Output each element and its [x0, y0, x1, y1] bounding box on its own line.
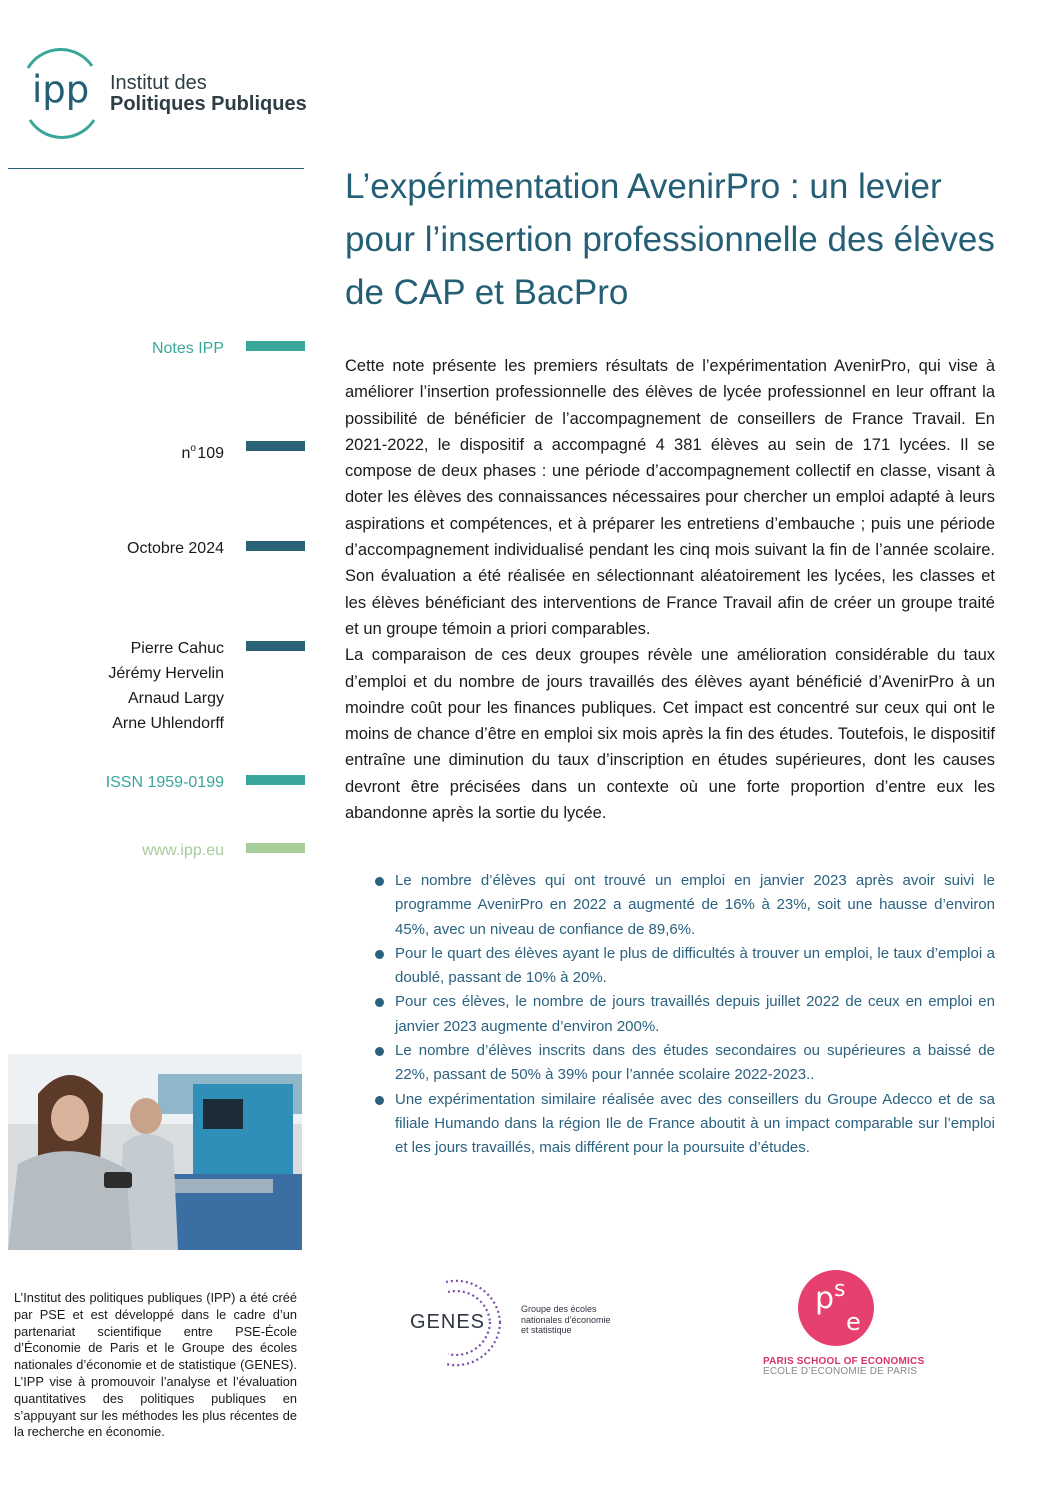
bullet-icon [375, 877, 384, 886]
finding-item: Le nombre d’élèves qui ont trouvé un emploi en janvier 2023 après avoir suivi le programme AvenirPro en 2022 a augmenté de 16% à 23%, soit une hausse d’environ 45%, avec un niveau de confiance de 89,6%. [375, 869, 995, 942]
abstract-paragraph: Cette note présente les premiers résultats de l’expérimentation AvenirPro, qui vise à améliorer l’insertion professionnelle des élèves de lycée professionnel en leur offrant la possibilité de bénéficier de l’accompagnement de conseillers de France Travail. En 2021-2022, le dispositif a accompagné 4 381 élèves au sein de 171 lycées. Il se compose de deux phases : une période d’accompagnement collectif en classe, visant à doter les élèves des connaissances nécessaires pour chercher un emploi adapté à leurs aspirations et compétences, et à préparer les entretiens d’embauche ; puis une période d’accompagnement individualisé pendant les cinq mois suivant la fin de l’année scolaire. Son évaluation a été réalisée en sélectionnant aléatoirement les lycées, les classes et les élèves bénéficiant des interventions de France Travail afin de créer un groupe traité et un groupe témoin a priori comparables. [345, 357, 995, 638]
photo-illustration [8, 1054, 302, 1250]
bullet-icon [375, 950, 384, 959]
author: Pierre Cahuc [130, 640, 224, 657]
footer-institute-description: L’Institut des politiques publiques (IPP) a été créé par PSE et est développé dans le cadre d’un partenariat scientifique entre PSE-École d’Économie de Paris et le Groupe des écoles nationales d’économie et de statistique (GENES). L’IPP vise à promouvoir l’analyse et l’évaluation quantitatives des politiques publiques en s’appuyant sur les méthodes les plus récentes de la recherche en économie. [14, 1290, 297, 1440]
author: Arnaud Largy [127, 690, 224, 707]
svg-text:p: p [815, 1281, 835, 1316]
finding-item: Une expérimentation similaire réalisée avec des conseillers du Groupe Adecco et de sa filiale Humando dans la région Ile de France aboutit à un impact comparable sur l’emploi et les jours travaillés, mais différent pour la poursuite d’études. [375, 1088, 995, 1161]
number-prefix: n [181, 445, 191, 462]
ipp-logo-mark: ipp [32, 68, 90, 111]
genes-subtitle: Groupe des écoles nationales d’économie et statistique [521, 1304, 611, 1335]
header-divider [8, 168, 304, 169]
finding-item: Le nombre d’élèves inscrits dans des études secondaires ou supérieures a baissé de 22%, passant de 50% à 39% pour l’année scolaire 2022-2023.. [375, 1039, 995, 1088]
authors-bar [246, 641, 305, 651]
issn: ISSN 1959-0199 [105, 774, 224, 791]
number-sup: o [190, 443, 196, 454]
number-value: 109 [197, 445, 224, 462]
abstract [345, 353, 995, 826]
logo-line-1: Institut des [110, 72, 207, 94]
logo-line-2: Politiques Publiques [110, 93, 307, 115]
finding-item: Pour ces élèves, le nombre de jours travaillés depuis juillet 2022 de ceux en emploi en janvier 2023 augmente d’environ 200%. [375, 990, 995, 1039]
pse-name-fr: ECOLE D’ECONOMIE DE PARIS [763, 1366, 918, 1377]
ipp-logo-icon [20, 40, 102, 146]
students-workshop-photo [8, 1054, 302, 1250]
key-findings-list [375, 869, 995, 1161]
finding-item: Pour le quart des élèves ayant le plus de difficultés à trouver un emploi, le taux d’emploi a doublé, passant de 10% à 20%. [375, 942, 995, 991]
abstract-paragraph: La comparaison de ces deux groupes révèle une amélioration considérable du taux d’emploi et du nombre de jours travaillés des élèves ayant bénéficié d’AvenirPro à un moindre coût pour les finances publiques. Cet impact est concentré sur ceux qui ont le moins de chance d’être en emploi six mois après la fin des études. Toutefois, le dispositif entraîne une diminution du taux d’inscription en études supérieures, dont les causes devront être précisées dans un contexte où une forte proportion d’entre eux les abandonne après la sortie du lycée. [345, 646, 995, 823]
bullet-icon [375, 998, 384, 1007]
date-bar [246, 541, 305, 551]
bullet-icon [375, 1047, 384, 1056]
svg-text:e: e [846, 1308, 861, 1336]
publication-date: Octobre 2024 [127, 540, 224, 557]
series-label: Notes IPP [151, 340, 224, 357]
number-bar [246, 441, 305, 451]
bullet-icon [375, 1096, 384, 1105]
svg-text:s: s [834, 1277, 846, 1302]
series-bar [246, 341, 305, 351]
issn-bar [246, 775, 305, 785]
authors-list [108, 636, 224, 736]
page-title: L’expérimentation AvenirPro : un levier pour l’insertion professionnelle des élèves de CAP et BacPro [345, 167, 995, 312]
website-bar [246, 843, 305, 853]
pse-name: PARIS SCHOOL OF ECONOMICS [763, 1356, 925, 1367]
author: Arne Uhlendorff [112, 715, 224, 732]
logo-text [110, 73, 307, 115]
author: Jérémy Hervelin [108, 665, 224, 682]
website-link[interactable]: www.ipp.eu [142, 842, 224, 859]
genes-wordmark: GENES [410, 1311, 486, 1333]
note-number [181, 436, 224, 466]
